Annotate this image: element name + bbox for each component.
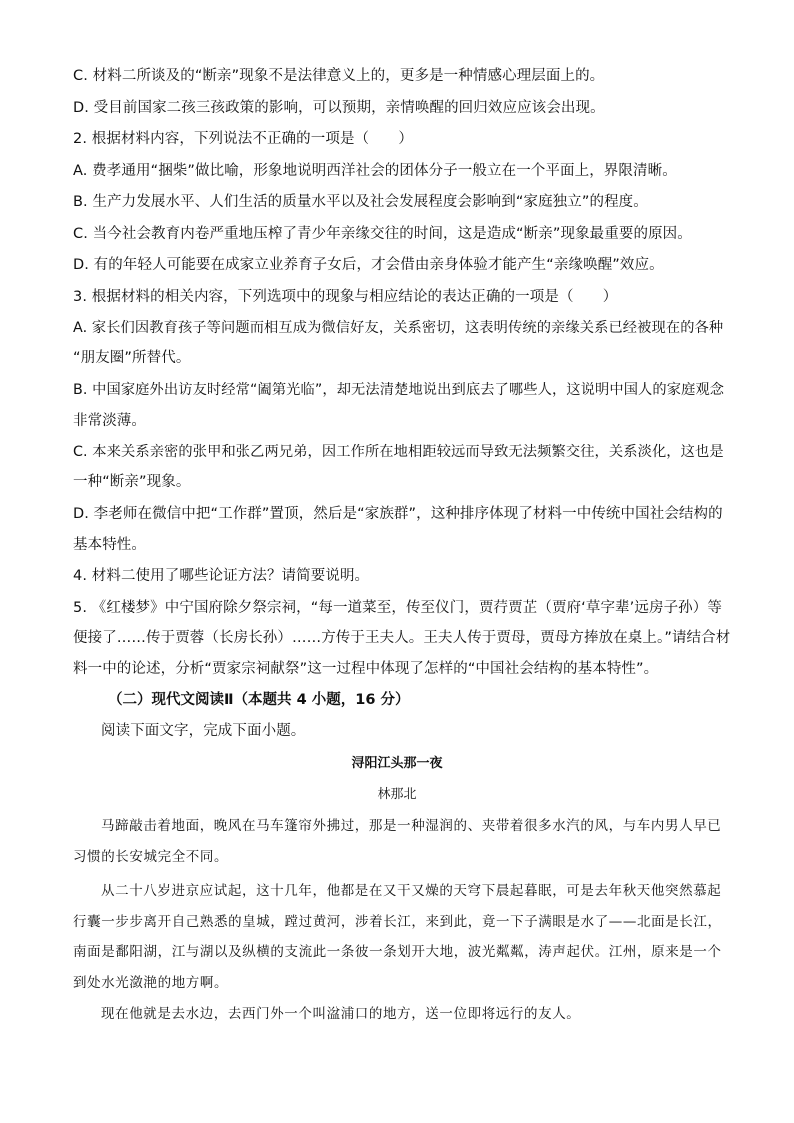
question-4: 4. 材料二使用了哪些论证方法？请简要说明。: [73, 568, 370, 584]
option-3b: B. 中国家庭外出访友时经常“阖第光临”，却无法清楚地说出到底去了哪些人，这说明中国人的家庭观念: [73, 382, 725, 398]
section-heading: （二）现代文阅读Ⅱ（本题共 4 小题，16 分）: [108, 692, 410, 708]
option-3b-cont: 非常淡薄。: [73, 413, 146, 429]
option-3c: C. 本来关系亲密的张甲和张乙两兄弟，因工作所在地相距较远而导致无法频繁交往，关系淡化，这也是: [73, 444, 724, 460]
story-paragraph-1: 马蹄敲击着地面，晚风在马车篷帘外拂过，那是一种湿润的、夹带着很多水汽的风，与车内男人早已: [101, 818, 722, 834]
reading-instruction: 阅读下面文字，完成下面小题。: [101, 723, 306, 739]
story-paragraph-1-cont: 习惯的长安城完全不同。: [73, 849, 229, 865]
option-3c-cont: 一种“断亲”现象。: [73, 474, 191, 490]
option-1d: D. 受目前国家二孩三孩政策的影响，可以预期，亲情唤醒的回归效应应该会出现。: [73, 100, 605, 116]
option-3a-cont: “朋友圈”所替代。: [73, 350, 191, 366]
option-1c: C. 材料二所谈及的“断亲”现象不是法律意义上的，更多是一种情感心理层面上的。: [73, 68, 605, 84]
option-2b: B. 生产力发展水平、人们生活的质量水平以及社会发展程度会影响到“家庭独立”的程度。: [73, 194, 648, 210]
question-3: 3. 根据材料的相关内容，下列选项中的现象与相应结论的表达正确的一项是（ ）: [73, 289, 618, 305]
option-3a: A. 家长们因教育孩子等问题而相互成为微信好友，关系密切，这表明传统的亲缘关系已经被现在的各种: [73, 320, 724, 336]
option-2a: A. 费孝通用“捆柴”做比喻，形象地说明西洋社会的团体分子一般立在一个平面上，界限清晰。: [73, 163, 677, 179]
story-paragraph-2: 从二十八岁进京应试起，这十几年，他都是在又干又燥的天穹下晨起暮眠，可是去年秋天他突然慕起: [101, 883, 722, 899]
option-2d: D. 有的年轻人可能要在成家立业养育子女后，才会借由亲身体验才能产生“亲缘唤醒”效应。: [73, 257, 664, 273]
story-paragraph-2-cont-2: 南面是鄱阳湖，江与湖以及纵横的支流此一条彼一条划开大地，波光粼粼，涛声起伏。江州，原来是一个: [73, 944, 722, 960]
question-5-cont-2: 料一中的论述，分析“贾家宗祠献祭”这一过程中体现了怎样的“中国社会结构的基本特性”。: [73, 661, 659, 677]
question-5: 5. 《红楼梦》中宁国府除夕祭宗祠，“每一道菜至，传至仪门，贾荇贾芷（贾府‘草字辈’远房子孙）等: [73, 600, 722, 616]
story-paragraph-2-cont-3: 到处水光潋滟的地方啊。: [73, 975, 229, 991]
option-3d: D. 李老师在微信中把“工作群”置顶，然后是“家族群”，这种排序体现了材料一中传统中国社会结构的: [73, 506, 723, 522]
story-paragraph-2-cont-1: 行囊一步步离开自己熟悉的皇城，蹚过黄河，涉着长江，来到此，竟一下子满眼是水了——北面是长江，: [73, 914, 722, 930]
question-2: 2. 根据材料内容，下列说法不正确的一项是（ ）: [73, 131, 413, 147]
story-author: 林那北: [377, 787, 417, 802]
option-2c: C. 当今社会教育内卷严重地压榨了青少年亲缘交往的时间，这是造成“断亲”现象最重要的原因。: [73, 226, 692, 242]
option-3d-cont: 基本特性。: [73, 537, 146, 553]
story-title: 浔阳江头那一夜: [351, 756, 443, 771]
question-5-cont-1: 便接了……传于贾蓉（长房长孙）……方传于王夫人。王夫人传于贾母，贾母方捧放在桌上。”请结合材: [73, 630, 731, 646]
story-paragraph-3: 现在他就是去水边，去西门外一个叫湓浦口的地方，送一位即将远行的友人。: [101, 1006, 581, 1022]
